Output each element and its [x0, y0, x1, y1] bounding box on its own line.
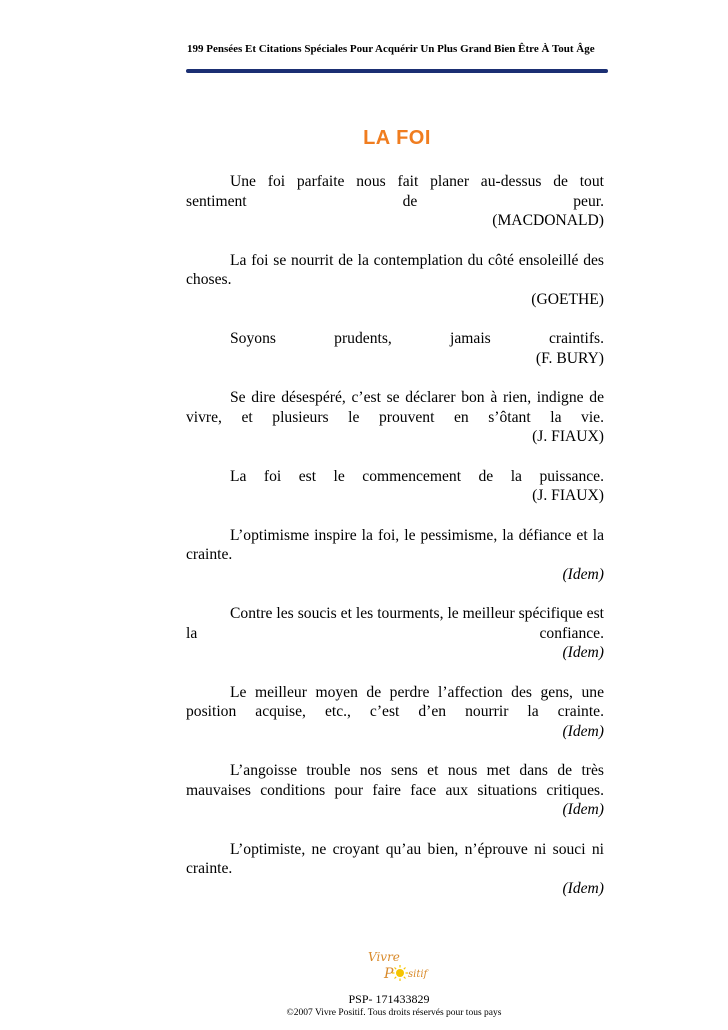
quote-author: (J. FIAUX)	[532, 487, 604, 504]
quote-list	[186, 172, 604, 918]
footer-code: PSP- 171433829	[348, 992, 430, 1006]
quote-text: Contre les soucis et les tourments, le meilleur spécifique est la confiance.	[186, 605, 604, 642]
quote-item	[186, 172, 604, 231]
quote-author: (Idem)	[562, 879, 604, 897]
quote-text: L’angoisse trouble nos sens et nous met dans de très mauvaises conditions pour faire face aux situations critiques.	[186, 762, 604, 799]
quote-author: (Idem)	[562, 722, 604, 740]
quote-item	[186, 388, 604, 447]
quote-text: La foi est le commencement de la puissance.	[230, 467, 604, 485]
quote-author: (Idem)	[562, 644, 604, 661]
logo-line-2-suffix: sitif	[408, 969, 428, 980]
quote-author: (GOETHE)	[531, 290, 604, 308]
quote-author: (Idem)	[562, 565, 604, 583]
quote-item	[186, 467, 604, 506]
quote-item	[186, 761, 604, 820]
quote-text: Se dire désespéré, c’est se déclarer bon à rien, indigne de vivre, et plusieurs le prouvent en s’ôtant la vie.	[186, 389, 604, 426]
logo-line-1: Vivre	[368, 950, 400, 964]
section-title: LA FOI	[363, 127, 431, 149]
sun-icon	[392, 965, 408, 981]
quote-author: (J. FIAUX)	[532, 428, 604, 445]
quote-item	[186, 840, 604, 899]
running-header: 199 Pensées Et Citations Spéciales Pour Acquérir Un Plus Grand Bien Être À Tout Âge	[187, 43, 595, 55]
quote-text: Une foi parfaite nous fait planer au-dessus de tout sentiment de peur.	[186, 173, 604, 210]
quote-text: La foi se nourrit de la contemplation du côté ensoleillé des choses.	[186, 251, 604, 288]
logo-p-letter: P	[384, 966, 394, 982]
quote-item	[186, 683, 604, 742]
quote-text: Soyons prudents, jamais craintifs.	[230, 330, 604, 347]
quote-item	[186, 251, 604, 310]
quote-author: (MACDONALD)	[492, 212, 604, 229]
quote-text: L’optimiste, ne croyant qu’au bien, n’éprouve ni souci ni crainte.	[186, 840, 604, 877]
quote-item	[186, 329, 604, 368]
quote-item	[186, 604, 604, 663]
vivre-positif-logo	[350, 947, 440, 987]
header-rule	[186, 69, 608, 73]
quote-item	[186, 526, 604, 585]
quote-author: (F. BURY)	[535, 349, 604, 367]
quote-text: Le meilleur moyen de perdre l’affection des gens, une position acquise, etc., c’est d’en nourrir la crainte.	[186, 683, 604, 720]
footer-copyright: ©2007 Vivre Positif. Tous droits réservés pour tous pays	[286, 1008, 502, 1018]
quote-author: (Idem)	[562, 801, 604, 818]
quote-text: L’optimisme inspire la foi, le pessimisme, la défiance et la crainte.	[186, 526, 604, 563]
